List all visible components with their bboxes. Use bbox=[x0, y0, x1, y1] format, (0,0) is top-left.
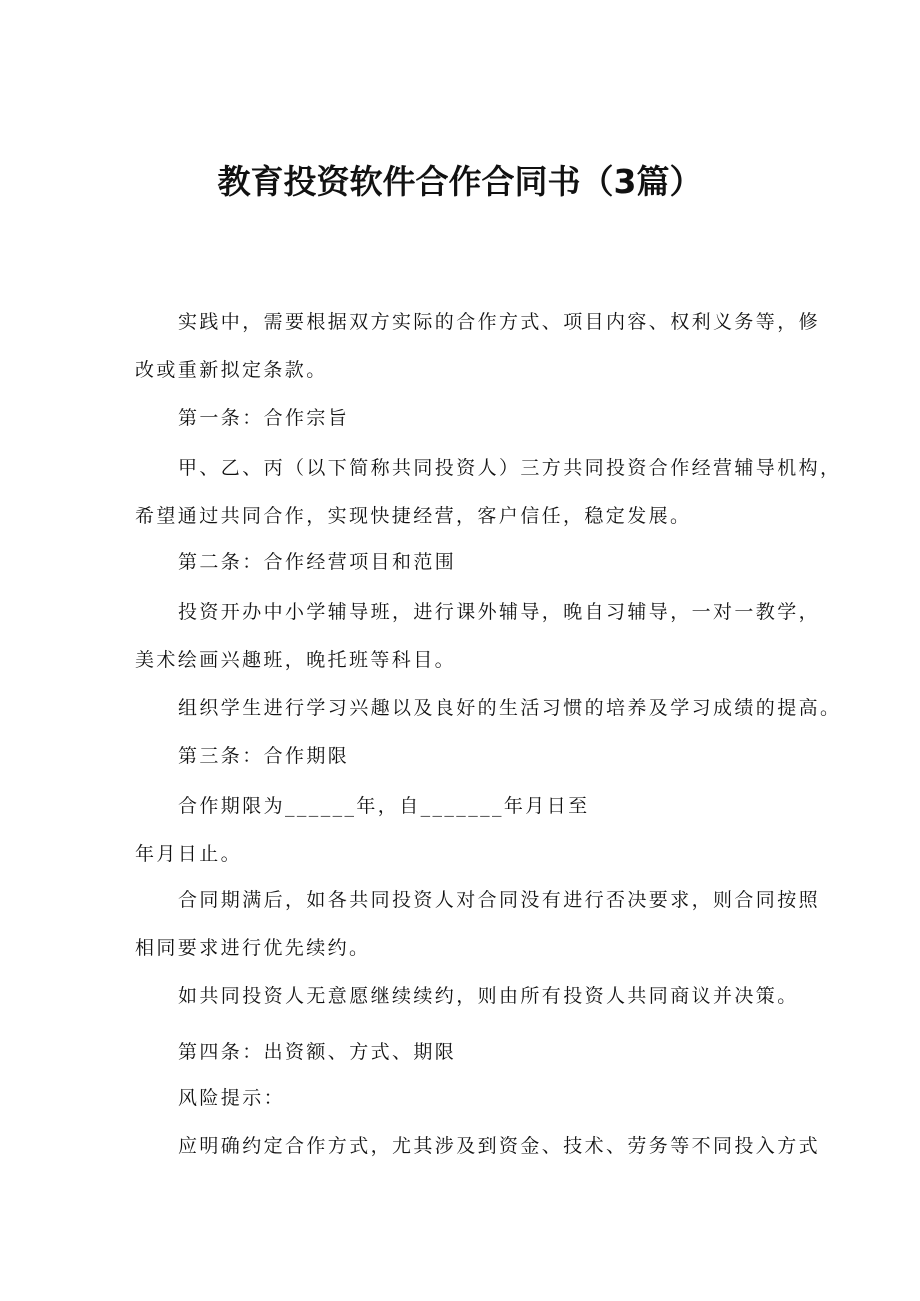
paragraph-line: 相同要求进行优先续约。 bbox=[135, 937, 371, 959]
document-title: 教育投资软件合作合同书（3篇） bbox=[217, 162, 703, 201]
section-heading: 第二条：合作经营项目和范围 bbox=[178, 551, 457, 573]
paragraph-line: 实践中，需要根据双方实际的合作方式、项目内容、权利义务等，修 bbox=[178, 311, 821, 333]
paragraph-line: 甲、乙、丙（以下简称共同投资人）三方共同投资合作经营辅导机构， bbox=[178, 457, 842, 479]
paragraph-line: 年月日止。 bbox=[135, 843, 243, 865]
paragraph-line: 如共同投资人无意愿继续续约，则由所有投资人共同商议并决策。 bbox=[178, 985, 799, 1007]
paragraph-line: 美术绘画兴趣班，晚托班等科目。 bbox=[135, 649, 457, 671]
section-heading: 第三条：合作期限 bbox=[178, 745, 350, 767]
section-heading: 第一条：合作宗旨 bbox=[178, 407, 350, 429]
paragraph-line: 风险提示： bbox=[178, 1087, 286, 1109]
paragraph-line: 合作期限为______年，自_______年月日至 bbox=[178, 795, 590, 817]
paragraph-line: 改或重新拟定条款。 bbox=[135, 359, 328, 381]
paragraph-line: 合同期满后，如各共同投资人对合同没有进行否决要求，则合同按照 bbox=[178, 889, 821, 911]
paragraph-line: 组织学生进行学习兴趣以及良好的生活习惯的培养及学习成绩的提高。 bbox=[178, 697, 842, 719]
paragraph-line: 希望通过共同合作，实现快捷经营，客户信任，稳定发展。 bbox=[135, 505, 692, 527]
paragraph-line: 投资开办中小学辅导班，进行课外辅导，晚自习辅导，一对一教学， bbox=[178, 601, 821, 623]
paragraph-line: 应明确约定合作方式，尤其涉及到资金、技术、劳务等不同投入方式 bbox=[178, 1135, 821, 1157]
section-heading: 第四条：出资额、方式、期限 bbox=[178, 1041, 457, 1063]
